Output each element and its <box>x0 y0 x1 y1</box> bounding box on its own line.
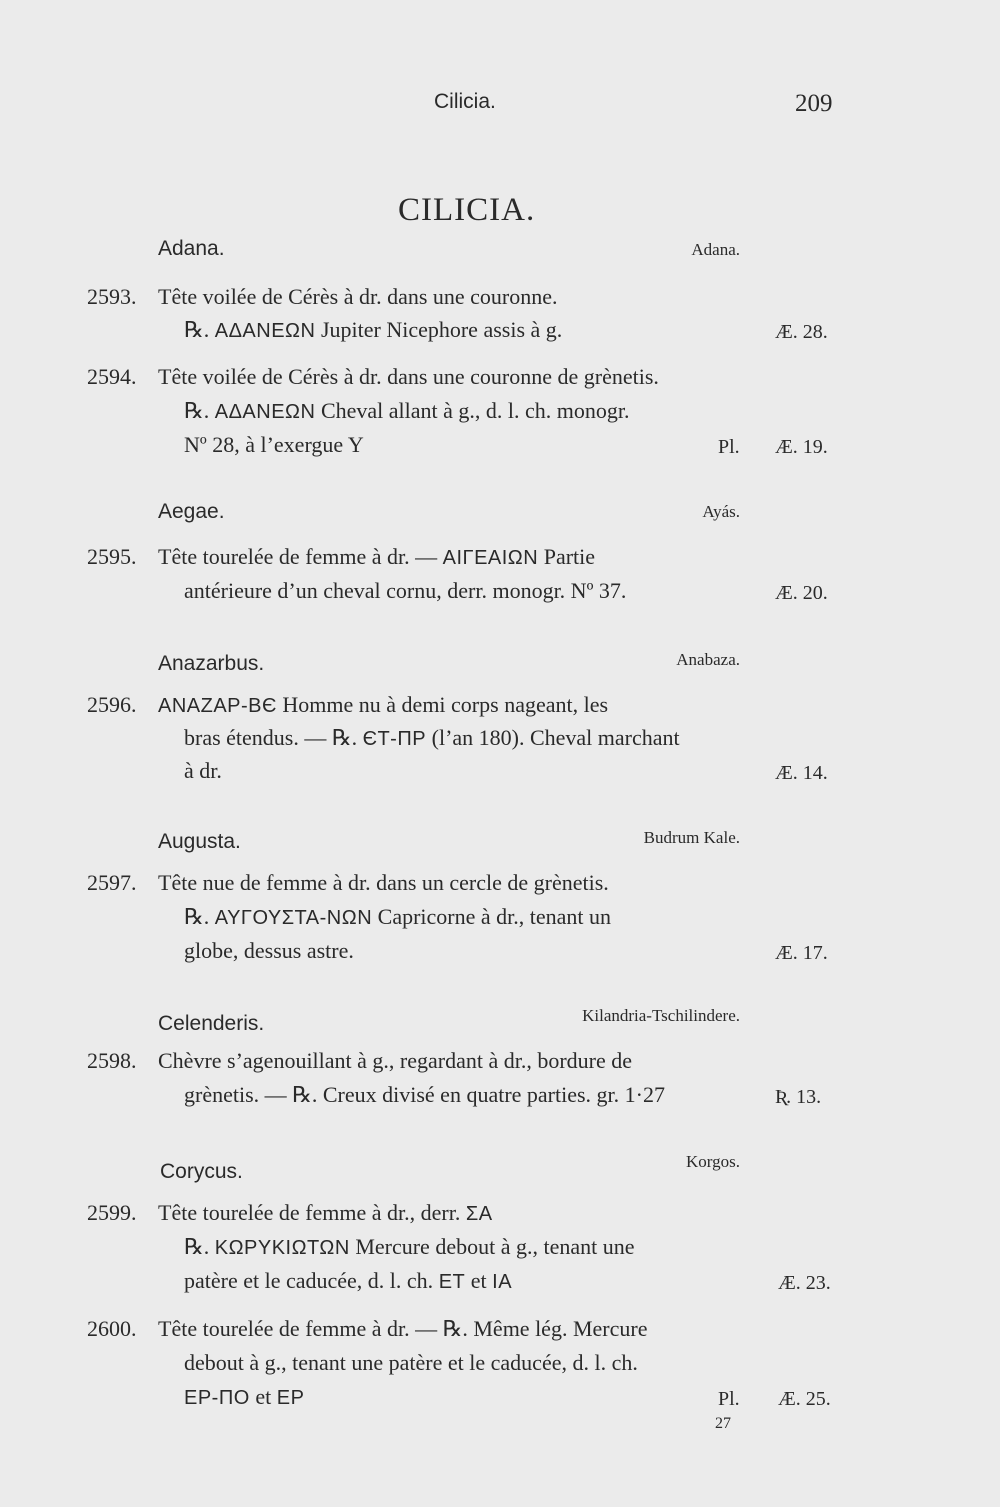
entry-text: Partie <box>538 544 596 569</box>
entry-text: Tête tourelée de femme à dr. — ℞. Même lég. Mercure <box>158 1316 648 1341</box>
entry-text: et <box>249 1384 277 1409</box>
entry-text: Tête tourelée de femme à dr. — <box>158 544 443 569</box>
section-modern-celenderis: Kilandria-Tschilindere. <box>582 1006 740 1025</box>
entry-text-line <box>184 398 630 424</box>
greek-legend: ΕΡ-ΠΟ <box>184 1387 250 1409</box>
entry-number: 2594. <box>87 364 137 389</box>
metal-size: Æ. 17. <box>775 942 828 964</box>
running-title: Cilicia. <box>434 90 496 113</box>
entry-text-line <box>158 284 558 310</box>
entry-text: Tête voilée de Cérès à dr. dans une couronne de grènetis. <box>158 364 659 389</box>
entry-text-line <box>184 904 611 930</box>
entry-text: Tête nue de femme à dr. dans un cercle de grènetis. <box>158 870 609 895</box>
entry-text: debout à g., tenant une patère et le caducée, d. l. ch. <box>184 1350 638 1375</box>
entry-text: ℞. <box>184 1234 215 1259</box>
section-city-adana: Adana. <box>158 237 225 260</box>
entry-text-line <box>184 317 562 343</box>
entry-text-line <box>158 544 595 570</box>
section-city-celenderis: Celenderis. <box>158 1012 265 1035</box>
entry-number: 2597. <box>87 870 137 895</box>
entry-text: Cheval allant à g., d. l. ch. monogr. <box>315 398 630 423</box>
greek-legend: ΣΑ <box>465 1203 493 1225</box>
entry-text: bras étendus. — ℞. <box>184 725 363 750</box>
entry-number: 2596. <box>87 692 137 717</box>
greek-legend: ΑΝΑΖΑΡ-ΒЄ <box>158 695 277 717</box>
section-modern-aegae: Ayás. <box>702 502 740 521</box>
section-city-augusta: Augusta. <box>158 830 241 853</box>
entry-text: Nº 28, à l’exergue Y <box>184 432 364 457</box>
section-modern-anazarbus: Anabaza. <box>676 650 740 669</box>
entry-text-line <box>158 1048 632 1074</box>
entry-text-line <box>184 578 626 604</box>
entry-text: grènetis. — ℞. Creux divisé en quatre parties. gr. 1·27 <box>184 1082 665 1107</box>
entry-text-line <box>184 938 354 964</box>
entry-text: ℞. <box>184 904 215 929</box>
entry-text: Homme nu à demi corps nageant, les <box>276 692 609 717</box>
greek-legend: ΕΡ <box>276 1387 305 1409</box>
entry-text: Jupiter Nicephore assis à g. <box>315 317 563 342</box>
entry-text: Capricorne à dr., tenant un <box>372 904 612 929</box>
section-city-aegae: Aegae. <box>158 500 225 523</box>
entry-text-line <box>184 1384 304 1410</box>
entry-text: patère et le caducée, d. l. ch. <box>184 1268 439 1293</box>
metal-size: Æ. 25. <box>778 1388 831 1410</box>
metal-size: Æ. 28. <box>775 321 828 343</box>
entry-number: 2598. <box>87 1048 137 1073</box>
entry-number: 2593. <box>87 284 137 309</box>
greek-legend: ΚΩΡΥΚΙΩΤΩΝ <box>214 1237 350 1259</box>
entry-text: Tête tourelée de femme à dr., derr. <box>158 1200 466 1225</box>
entry-number: 2599. <box>87 1200 137 1225</box>
entry-number: 2600. <box>87 1316 137 1341</box>
greek-legend: ΙΑ <box>492 1271 513 1293</box>
entry-text: Chèvre s’agenouillant à g., regardant à dr., bordure de <box>158 1048 633 1073</box>
entry-text: à dr. <box>184 758 222 783</box>
entry-text-line <box>158 364 659 390</box>
entry-text-line <box>158 1200 493 1226</box>
entry-text-line <box>184 1082 665 1108</box>
greek-legend: ЄΤ-ΠΡ <box>362 728 427 750</box>
greek-legend: ΑΙΓΕΑΙΩΝ <box>442 547 539 569</box>
signature-mark: 27 <box>715 1415 731 1432</box>
greek-legend: ΑΔΑΝΕΩΝ <box>214 320 316 342</box>
section-modern-corycus: Korgos. <box>686 1152 740 1171</box>
entry-text-line <box>184 432 364 458</box>
plate-reference: Pl. <box>718 436 740 458</box>
metal-size: Æ. 14. <box>775 762 828 784</box>
entry-text-line <box>184 1350 638 1376</box>
metal-size: Æ. 23. <box>778 1272 831 1294</box>
section-city-anazarbus: Anazarbus. <box>158 652 265 675</box>
entry-text-line <box>184 725 680 751</box>
section-modern-adana: Adana. <box>691 240 740 259</box>
entry-text-line <box>158 870 609 896</box>
entry-text: globe, dessus astre. <box>184 938 354 963</box>
page-number: 209 <box>795 90 833 117</box>
metal-size: Æ. 19. <box>775 436 828 458</box>
entry-text: ℞. <box>184 398 215 423</box>
section-city-corycus: Corycus. <box>160 1160 243 1183</box>
entry-text-line <box>184 1268 512 1294</box>
plate-reference: Pl. <box>718 1388 740 1410</box>
entry-text: et <box>465 1268 493 1293</box>
section-modern-augusta: Budrum Kale. <box>643 828 740 847</box>
entry-text-line <box>184 1234 634 1260</box>
entry-text: antérieure d’un cheval cornu, derr. monogr. Nº 37. <box>184 578 627 603</box>
entry-text-line <box>158 692 608 718</box>
metal-size: Æ. 20. <box>775 582 828 604</box>
greek-legend: ΕΤ <box>438 1271 466 1293</box>
entry-text-line <box>158 1316 647 1342</box>
entry-text: Mercure debout à g., tenant une <box>349 1234 635 1259</box>
page-title: CILICIA. <box>398 192 536 228</box>
greek-legend: ΑΥΓΟΥΣΤΑ-ΝΩΝ <box>214 907 373 929</box>
entry-number: 2595. <box>87 544 137 569</box>
greek-legend: ΑΔΑΝΕΩΝ <box>214 401 316 423</box>
entry-text: Tête voilée de Cérès à dr. dans une couronne. <box>158 284 558 309</box>
entry-text: ℞. <box>184 317 215 342</box>
entry-text-line <box>184 758 222 784</box>
metal-size: Ʀ. 13. <box>775 1086 822 1108</box>
entry-text: (l’an 180). Cheval marchant <box>426 725 680 750</box>
